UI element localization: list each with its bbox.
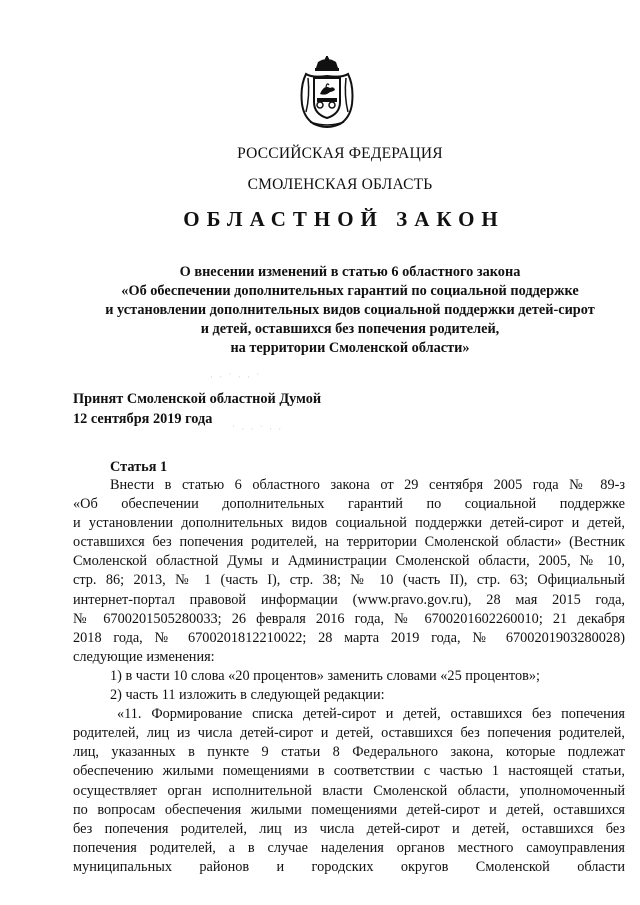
article-line: «11. Формирование списка детей-сирот и детей, оставшихся без попечения: [117, 706, 625, 723]
law-title-line: О внесении изменений в статью 6 областного закона: [179, 264, 521, 280]
article-line: без попечения родителей, лиц из числа детей-сирот и детей, оставшихся без: [73, 820, 625, 837]
article-line: по вопросам обеспечения жилыми помещениями детей-сирот и детей, оставшихся: [73, 801, 625, 818]
country-name: РОССИЙСКАЯ ФЕДЕРАЦИЯ: [237, 145, 443, 162]
article-line: родителей, лиц из числа детей-сирот и детей, оставшихся без попечения родителей,: [73, 725, 625, 742]
smolensk-coat-of-arms-icon: [296, 56, 358, 130]
article-heading: Статья 1: [110, 459, 168, 475]
article-line: и установлении дополнительных видов социальной поддержки детей-сирот и детей,: [73, 515, 625, 532]
article-line: следующие изменения:: [73, 648, 215, 665]
faint-stamp-mark: · · ˙ · · ˙: [210, 372, 262, 382]
law-title-line: «Об обеспечении дополнительных гарантий по социальной поддержке: [121, 283, 579, 299]
law-title-line: на территории Смоленской области»: [230, 340, 470, 356]
article-line: № 6700201505280033; 26 февраля 2016 года, № 6700201602260010; 21 декабря: [73, 610, 625, 627]
faint-stamp-mark: ˙ · · ˙ · ·: [232, 424, 284, 434]
article-line: Внести в статью 6 областного закона от 29 сентября 2005 года № 89-з: [110, 477, 625, 493]
law-title-line: и детей, оставшихся без попечения родителей,: [200, 321, 500, 337]
article-line: 2) часть 11 изложить в следующей редакции:: [110, 687, 385, 704]
adoption-date: 12 сентября 2019 года: [73, 411, 213, 427]
article-line: 1) в части 10 слова «20 процентов» заменить словами «25 процентов»;: [110, 667, 540, 684]
document-type: ОБЛАСТНОЙ ЗАКОН: [183, 207, 505, 231]
article-line: 2018 года, № 6700201812210022; 28 марта 2019 года, № 6700201903280028): [73, 629, 625, 646]
article-line: муниципальных районов и городских округов Смоленской области: [73, 858, 625, 875]
article-line: лиц, указанных в пункте 9 статьи 8 Федерального закона, которые подлежат: [73, 744, 625, 761]
article-line: попечения родителей, а в случае наделения органов местного самоуправления: [73, 839, 625, 856]
article-line: интернет-портал правовой информации (www.pravo.gov.ru), 28 мая 2015 года,: [73, 591, 625, 608]
adoption-info: [73, 389, 321, 429]
region-name: СМОЛЕНСКАЯ ОБЛАСТЬ: [247, 176, 433, 193]
article-line: «Об обеспечении дополнительных гарантий по социальной поддержке: [73, 496, 625, 513]
article-line: стр. 86; 2013, № 1 (часть I), стр. 38; № 10 (часть II), стр. 63; Официальный: [73, 572, 625, 589]
law-title-line: и установлении дополнительных видов социальной поддержки детей-сирот: [105, 302, 595, 318]
law-title: [60, 263, 640, 358]
article-line: осуществляет орган исполнительной власти Смоленской области, уполномоченный: [73, 782, 625, 799]
article-line: оставшихся без попечения родителей, на территории Смоленской области» (Вестник: [73, 534, 625, 551]
article-line: Смоленской областной Думы и Администрации Смоленской области, 2005, № 10,: [73, 553, 625, 570]
adoption-body: Принят Смоленской областной Думой: [73, 391, 322, 407]
article-body: [73, 476, 625, 877]
article-line: обеспечению жилыми помещениями в соответствии с частью 1 настоящей статьи,: [73, 763, 625, 780]
